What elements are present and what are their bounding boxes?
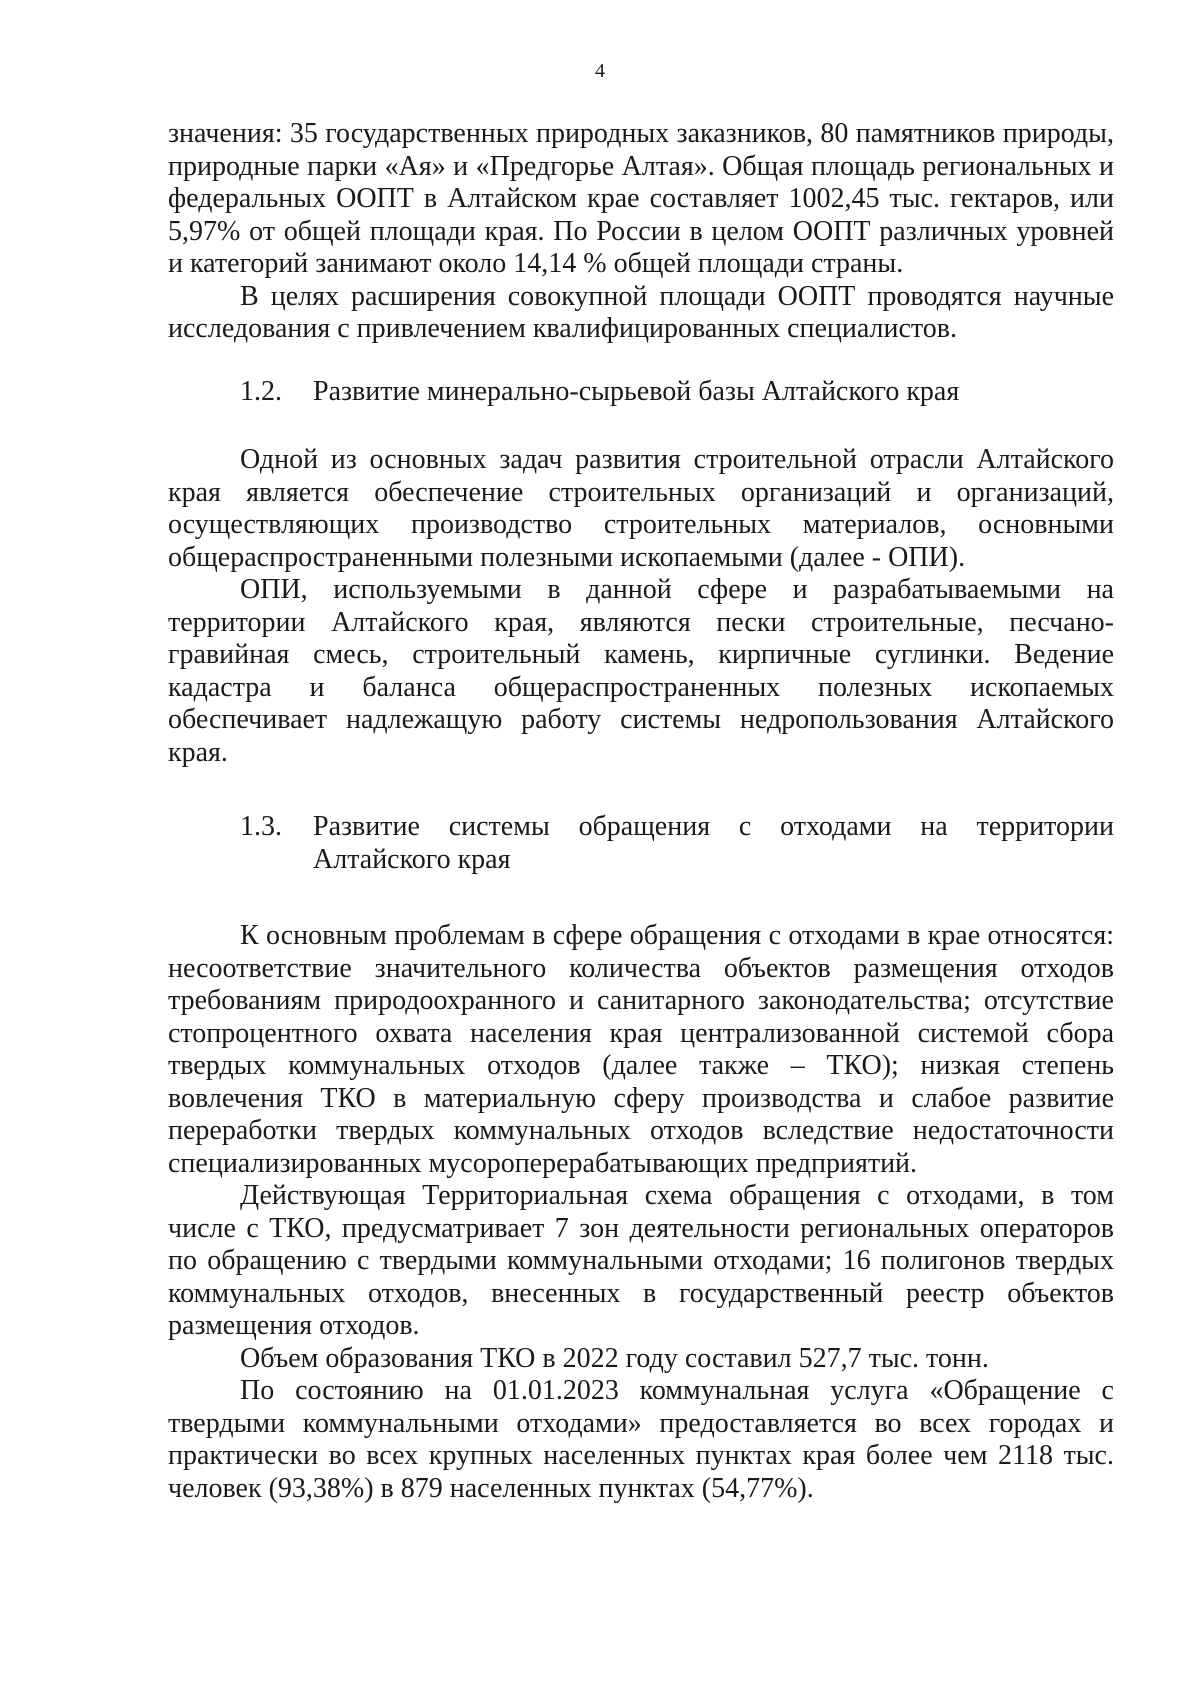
page-number: 4	[595, 60, 605, 82]
paragraph-protected-areas: значения: 35 государственных природных заказников, 80 памятников природы, природные парки «Ая» и «Предгорье Алтая». Общая площадь региональных и федеральных ООПТ в Алтайском крае составляет 1002,45 тыс. гектаров, или 5,97% от общей площади края. По России в целом ООПТ различных уровней и категорий занимают около 14,14 % общей площади страны.	[168, 118, 1114, 279]
paragraph-territorial-scheme: Действующая Территориальная схема обращения с отходами, в том числе с ТКО, предусматривает 7 зон деятельности региональных операторов по обращению с твердыми коммунальными отходами; 16 полигонов твердых коммунальных отходов, внесенных в государственный реестр объектов размещения отходов.	[168, 1180, 1114, 1341]
paragraph-research: В целях расширения совокупной площади ООПТ проводятся научные исследования с привлечением квалифицированных специалистов.	[168, 280, 1114, 344]
section-number: 1.2.	[240, 375, 282, 407]
section-title: Развитие системы обращения с отходами на территории Алтайского края	[313, 811, 1114, 875]
document-body	[168, 118, 1114, 1505]
section-heading-1-2	[168, 376, 1114, 409]
paragraph-waste-volume: Объем образования ТКО в 2022 году составил 527,7 тыс. тонн.	[240, 1342, 989, 1374]
section-number: 1.3.	[240, 811, 282, 842]
paragraph-construction-industry: Одной из основных задач развития строительной отрасли Алтайского края является обеспечение строительных организаций и организаций, осуществляющих производство строительных материалов, основными общераспространенными полезными ископаемыми (далее - ОПИ).	[168, 444, 1114, 573]
paragraph-service-coverage: По состоянию на 01.01.2023 коммунальная услуга «Обращение с твердыми коммунальными отходами» предоставляется во всех городах и практически во всех крупных населенных пунктах края более чем 2118 тыс. человек (93,38%) в 879 населенных пунктах (54,77%).	[168, 1375, 1114, 1504]
paragraph-waste-problems: К основным проблемам в сфере обращения с отходами в крае относятся: несоответствие значительного количества объектов размещения отходов требованиям природоохранного и санитарного законодательства; отсутствие стопроцентного охвата населения края централизованной системой сбора твердых коммунальных отходов (далее также – ТКО); низкая степень вовлечения ТКО в материальную сферу производства и слабое развитие переработки твердых коммунальных отходов вследствие недостаточности специализированных мусороперерабатывающих предприятий.	[168, 920, 1114, 1179]
section-heading-1-3	[168, 811, 1114, 876]
paragraph-minerals: ОПИ, используемыми в данной сфере и разрабатываемыми на территории Алтайского края, являются пески строительные, песчано-гравийная смесь, строительный камень, кирпичные суглинки. Ведение кадастра и баланса общераспространенных полезных ископаемых обеспечивает надлежащую работу системы недропользования Алтайского края.	[168, 574, 1114, 768]
section-title: Развитие минерально-сырьевой базы Алтайского края	[313, 375, 960, 407]
